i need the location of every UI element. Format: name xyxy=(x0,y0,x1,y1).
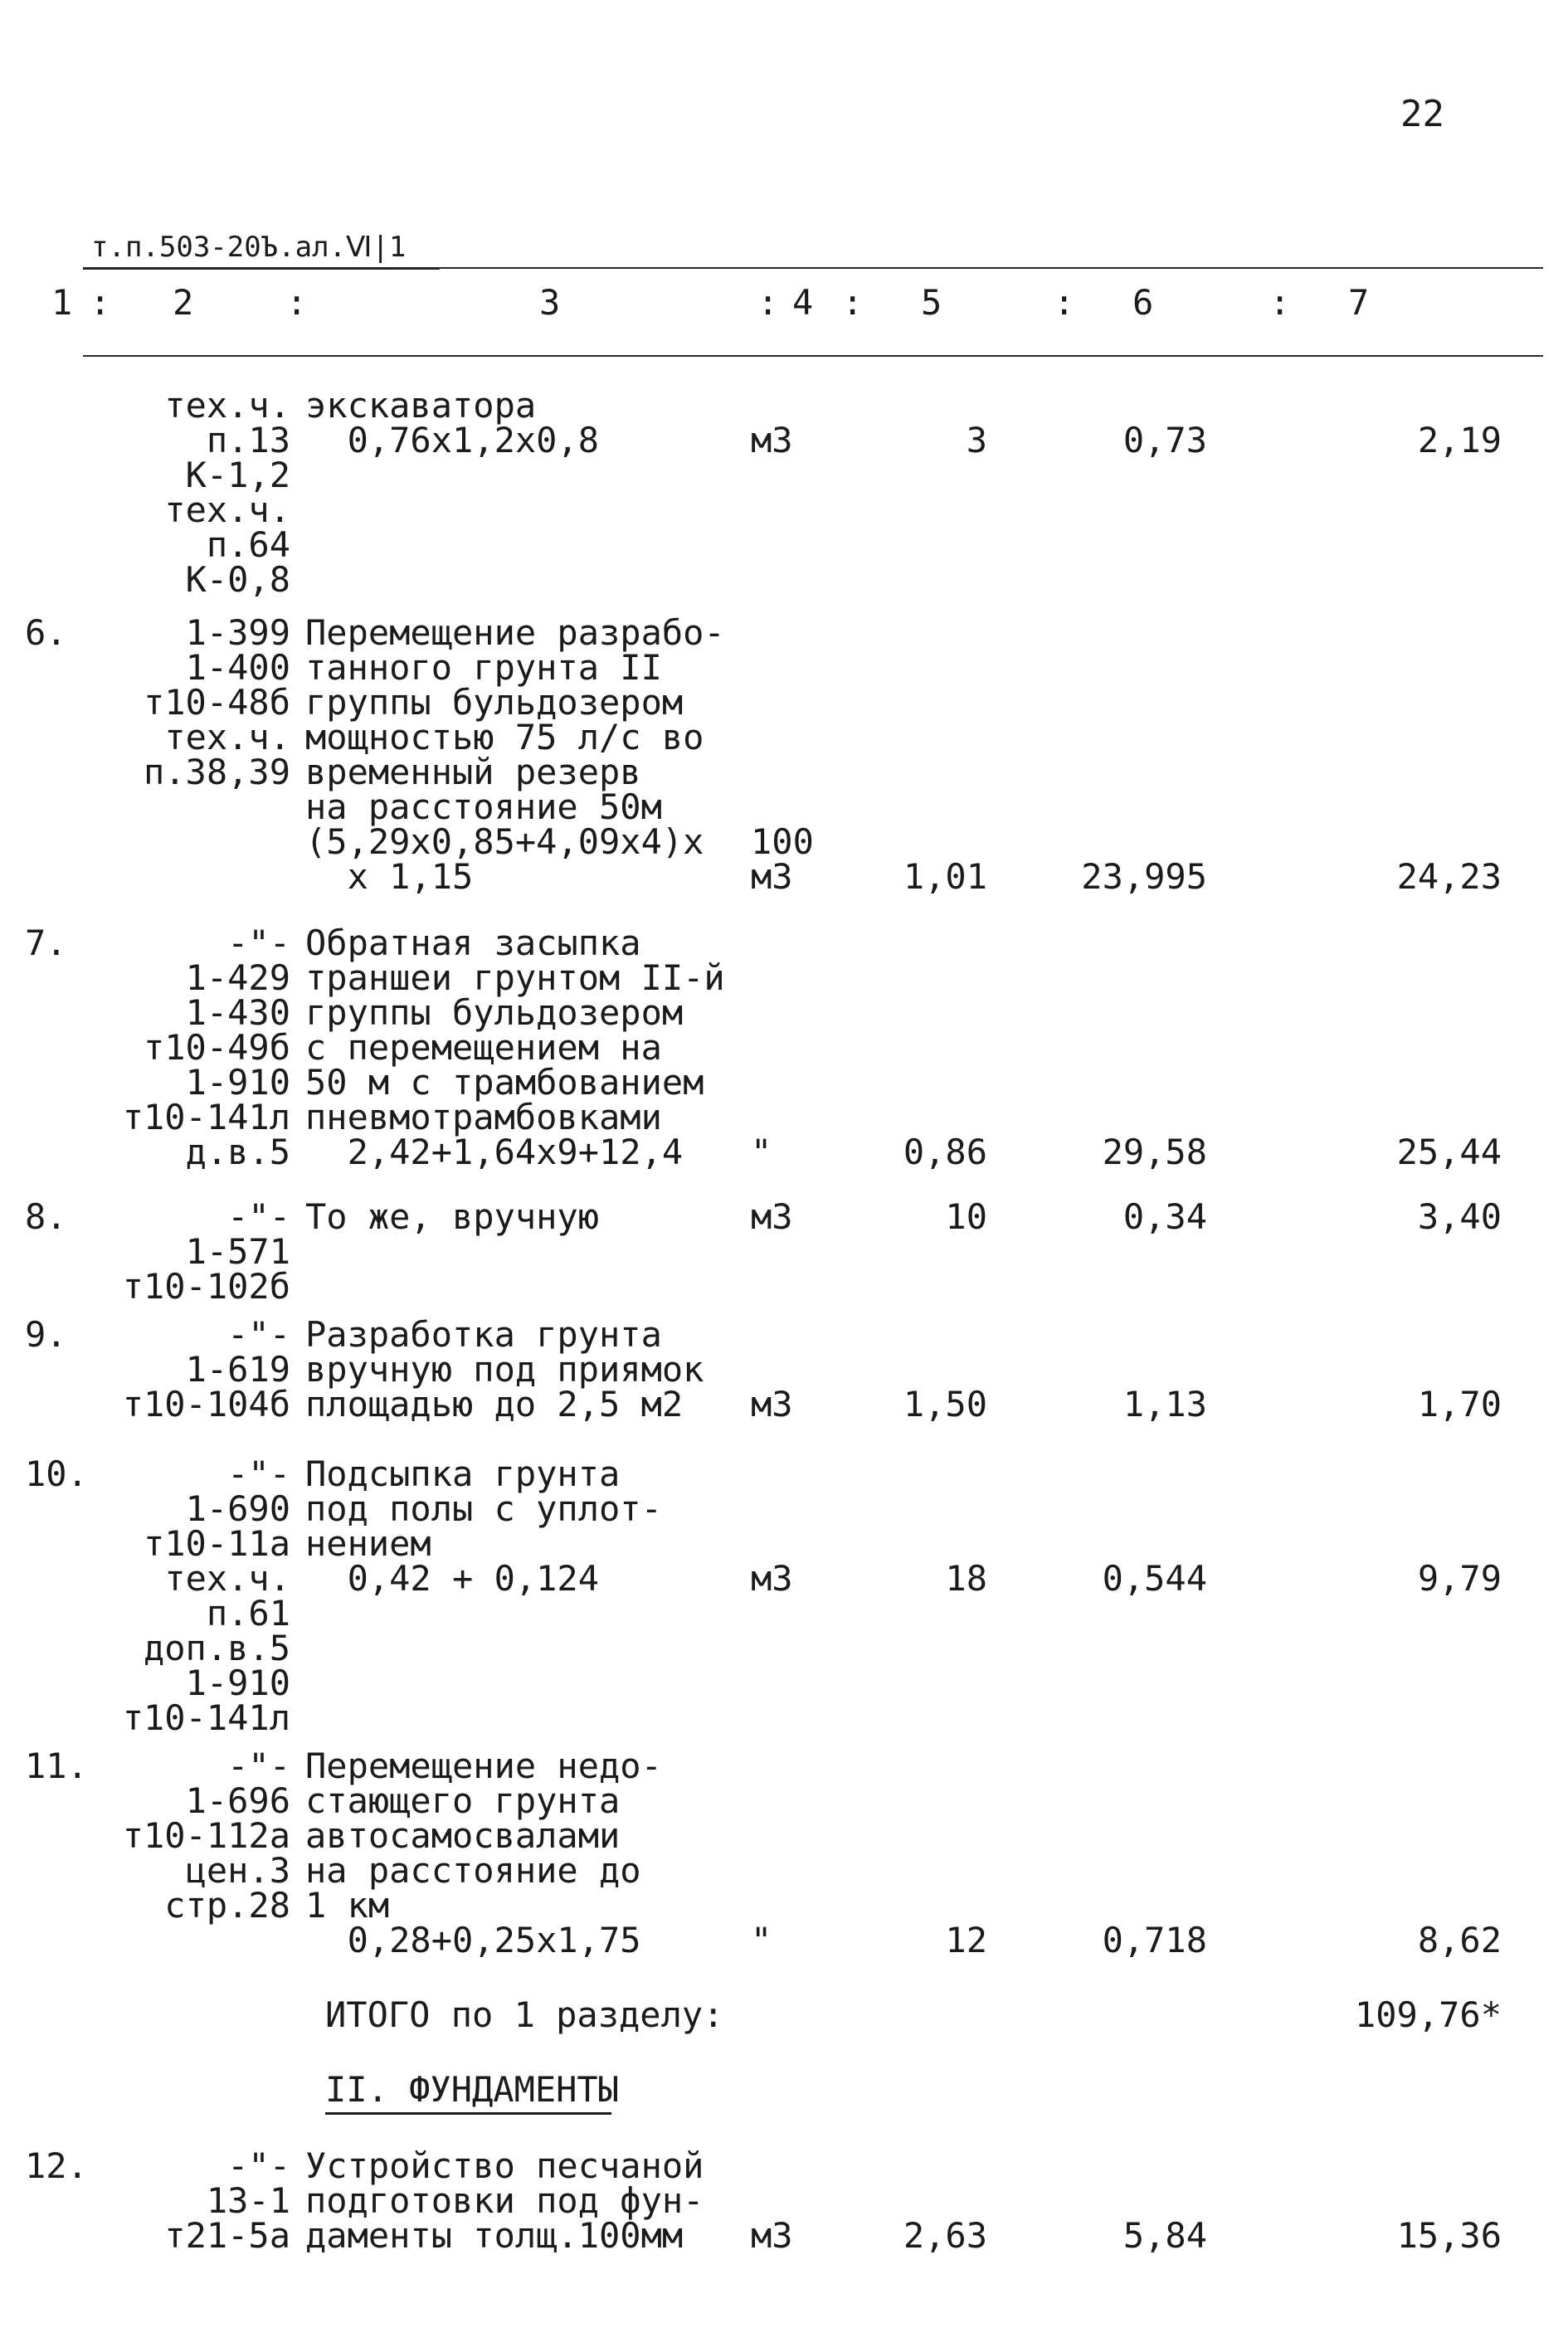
row-description: Подсыпка грунта под полы с уплот- нением 0,42 + 0,124 xyxy=(305,1454,662,1599)
row-codes: -"- 1-429 1-430 т10-49б 1-910 т10-141л д.в.5 xyxy=(122,923,290,1172)
row-unit: " xyxy=(751,1132,772,1172)
row-number: 7. xyxy=(25,923,67,963)
row-number: 11. xyxy=(25,1746,88,1786)
page-number: 22 xyxy=(1400,93,1444,135)
row-total: 9,79 xyxy=(1417,1558,1502,1599)
row-description: Перемещение недо- стающего грунта автосамосвалами на расстояние до 1 км 0,28+0,25х1,75 xyxy=(305,1746,662,1960)
row-unit-price: 23,995 xyxy=(1081,856,1207,897)
row-total: 25,44 xyxy=(1396,1132,1502,1172)
row-total: 3,40 xyxy=(1417,1196,1502,1237)
row-unit-price: 0,718 xyxy=(1102,1920,1207,1960)
row-total: 8,62 xyxy=(1417,1920,1502,1960)
header-col-6: 6 xyxy=(1132,282,1154,323)
row-number: 6. xyxy=(25,612,67,653)
row-unit: м3 xyxy=(751,1196,793,1237)
header-bottom-rule xyxy=(83,355,1543,357)
row-quantity: 1,50 xyxy=(903,1384,987,1424)
row-number: 9. xyxy=(25,1314,67,1355)
row-unit: м3 xyxy=(751,420,793,460)
row-description: Разработка грунта вручную под приямок площадью до 2,5 м2 xyxy=(305,1314,704,1424)
subtotal-total: 109,76* xyxy=(1354,1994,1502,2035)
header-sep: : xyxy=(286,282,308,323)
row-unit: 100 м3 xyxy=(751,821,814,897)
row-unit: " xyxy=(751,1920,772,1960)
row-unit-price: 0,544 xyxy=(1102,1558,1207,1599)
row-total: 2,19 xyxy=(1417,420,1502,460)
row-unit: м3 xyxy=(751,1384,793,1424)
row-number: 8. xyxy=(25,1196,67,1237)
row-quantity: 2,63 xyxy=(903,2215,987,2256)
subtotal-label: ИТОГО по 1 разделу: xyxy=(325,1994,724,2035)
header-sep: : xyxy=(842,282,864,323)
row-description: Устройство песчаной подготовки под фун- даменты толщ.100мм xyxy=(305,2145,704,2256)
row-unit-price: 0,34 xyxy=(1122,1196,1207,1237)
header-sep: : xyxy=(1054,282,1075,323)
header-sep: : xyxy=(1269,282,1291,323)
row-codes: 1-399 1-400 т10-48б тех.ч. п.38,39 xyxy=(143,612,290,792)
row-total: 15,36 xyxy=(1396,2215,1502,2256)
row-codes: тех.ч. п.13 К-1,2 тех.ч. п.64 К-0,8 xyxy=(164,385,290,600)
header-sep: : xyxy=(90,282,111,323)
row-quantity: 1,01 xyxy=(903,856,987,897)
header-sep: : xyxy=(757,282,779,323)
row-unit-price: 0,73 xyxy=(1122,420,1207,460)
row-description: Обратная засыпка траншеи грунтом II-й группы бульдозером с перемещением на 50 м с трамбованием пневмотрамбовками 2,42+1,64х9+12,4 xyxy=(305,923,725,1172)
row-description: Перемещение разрабо- танного грунта II группы бульдозером мощностью 75 л/с во временный резерв на расстояние 50м (5,29х0,85+4,09х4)х х 1,15 xyxy=(305,612,725,897)
row-description: экскаватора 0,76х1,2х0,8 xyxy=(305,385,600,460)
header-top-rule xyxy=(83,267,1543,269)
row-quantity: 18 xyxy=(945,1558,987,1599)
header-col-1: 1 xyxy=(51,282,73,323)
row-quantity: 3 xyxy=(966,420,987,460)
row-description: То же, вручную xyxy=(305,1196,600,1237)
header-col-7: 7 xyxy=(1348,282,1370,323)
row-quantity: 12 xyxy=(945,1920,987,1960)
header-col-2: 2 xyxy=(173,282,194,323)
row-number: 12. xyxy=(25,2145,88,2186)
row-unit: м3 xyxy=(751,1558,793,1599)
row-unit-price: 29,58 xyxy=(1102,1132,1207,1172)
row-total: 24,23 xyxy=(1396,856,1502,897)
row-number: 10. xyxy=(25,1454,88,1494)
section-title: II. ФУНДАМЕНТЫ xyxy=(325,2069,620,2110)
row-quantity: 0,86 xyxy=(903,1132,987,1172)
row-quantity: 10 xyxy=(945,1196,987,1237)
row-codes: -"- 1-571 т10-102б xyxy=(122,1196,290,1307)
row-unit-price: 1,13 xyxy=(1122,1384,1207,1424)
row-unit: м3 xyxy=(751,2215,793,2256)
row-codes: -"- 1-690 т10-11а тех.ч. п.61 доп.в.5 1-910 т10-141л xyxy=(122,1454,290,1738)
row-codes: -"- 1-696 т10-112а цен.3 стр.28 xyxy=(122,1746,290,1926)
row-codes: -"- 13-1 т21-5а xyxy=(164,2145,290,2256)
document-code: т.п.503-20Ъ.ал.Ⅵ|1 xyxy=(91,231,407,264)
header-col-5: 5 xyxy=(921,282,942,323)
row-codes: -"- 1-619 т10-104б xyxy=(122,1314,290,1424)
header-col-3: 3 xyxy=(539,282,561,323)
header-col-4: 4 xyxy=(792,282,814,323)
row-unit-price: 5,84 xyxy=(1122,2215,1207,2256)
row-total: 1,70 xyxy=(1417,1384,1502,1424)
section-title-underline xyxy=(325,2112,611,2115)
